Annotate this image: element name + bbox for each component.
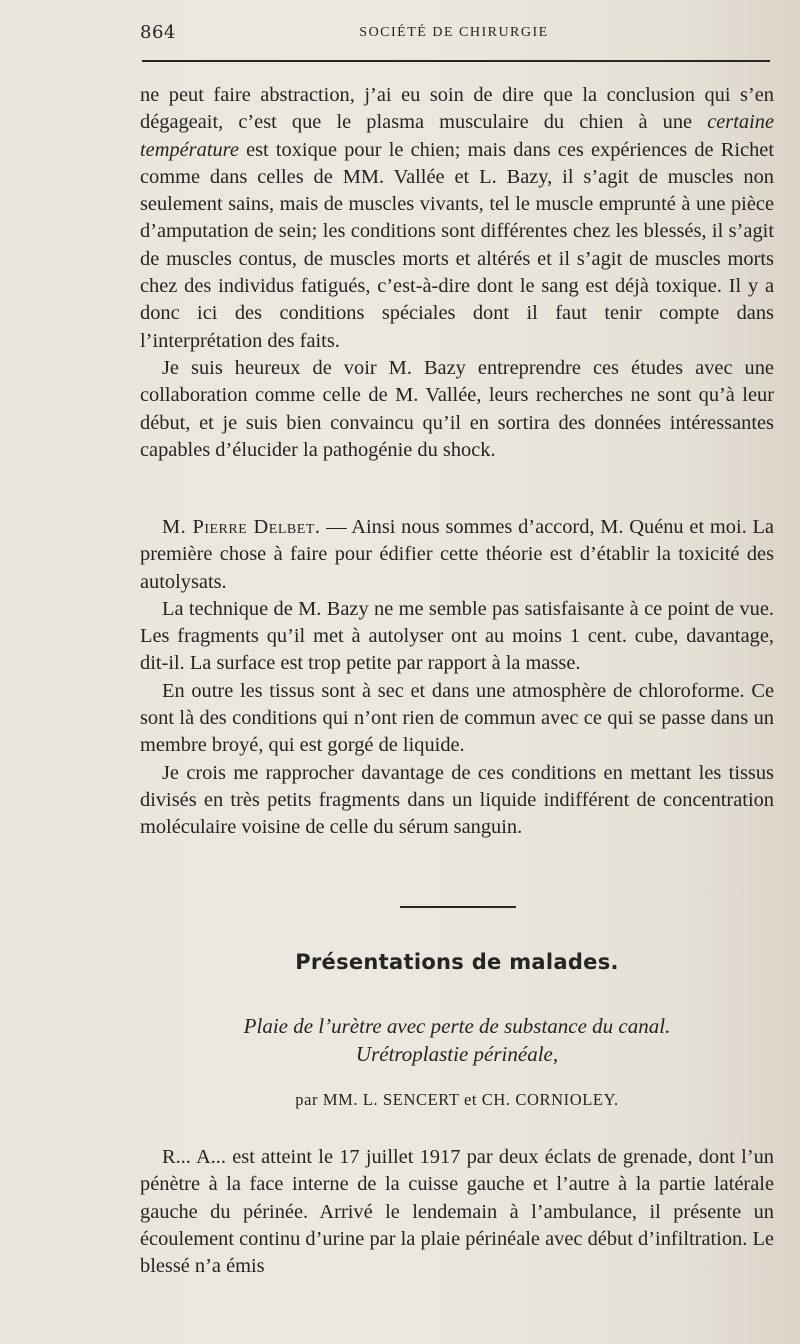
- running-head: SOCIÉTÉ DE CHIRURGIE: [359, 25, 549, 40]
- paragraph: [140, 82, 774, 355]
- paragraph: [140, 514, 774, 596]
- paragraph-text: est toxique pour le chien; mais dans ces expériences de Richet comme dans celles de MM. Vallée et L. Bazy, il s’agit de muscles non seulement sains, mais de muscles vivants, tel le muscle emprunté à une pièce d’amputation de sein; les conditions sont différentes chez les blessés, il s’agit de muscles contus, de muscles morts et altérés et il s’agit de muscles morts chez des individus fatigués, c’est-à-dire dont le sang est déjà toxique. Il y a donc ici des conditions spéciales dont il faut tenir compte dans l’interprétation des faits.: [140, 138, 774, 352]
- article-title-line: Plaie de l’urètre avec perte de substance du canal.: [243, 1014, 671, 1038]
- paragraph: En outre les tissus sont à sec et dans une atmosphère de chloroforme. Ce sont là des conditions qui n’ont rien de commun avec ce qui se passe dans un membre broyé, qui est gorgé de liquide.: [140, 679, 774, 757]
- text-block-case: [140, 1144, 774, 1280]
- speaker-name: M. Pierre Delbet.: [162, 516, 321, 538]
- article-title: [140, 1012, 774, 1068]
- page-header: [140, 22, 768, 44]
- article-authors: par MM. L. SENCERT et CH. CORNIOLEY.: [295, 1090, 619, 1109]
- paragraph: Je suis heureux de voir M. Bazy entreprendre ces études avec une collaboration comme celle de M. Vallée, leurs recherches ne sont qu’à leur début, et je suis bien convaincu qu’il en sortira des données intéressantes capables d’élucider la pathogénie du shock.: [140, 356, 774, 461]
- italic-phrase: certaine température: [140, 111, 774, 161]
- paragraph: La technique de M. Bazy ne me semble pas satisfaisante à ce point de vue. Les fragments qu’il met à autolyser ont au moins 1 cent. cube, davantage, dit-il. La surface est trop petite par rapport à la masse.: [140, 597, 774, 675]
- page-number: 864: [140, 22, 176, 43]
- paragraph-text: — Ainsi nous sommes d’accord, M. Quénu et moi. La première chose à faire pour édifier cette théorie est d’établir la toxicité des autolysats.: [140, 516, 774, 593]
- paragraph: Je crois me rapprocher davantage de ces conditions en mettant les tissus divisés en très petits fragments dans un liquide indifférent de concentration moléculaire voisine de celle du sérum sanguin.: [140, 761, 774, 839]
- section-title: Présentations de malades.: [295, 950, 619, 974]
- article-title-line: Urétroplastie périnéale,: [355, 1042, 559, 1066]
- section-separator: [400, 906, 516, 908]
- paragraph: R... A... est atteint le 17 juillet 1917 par deux éclats de grenade, dont l’un pénètre à la face interne de la cuisse gauche et l’autre à la partie latérale gauche du périnée. Arrivé le lendemain à l’ambulance, il présente un écoulement continu d’urine par la plaie périnéale avec début d’infiltration. Le blessé n’a émis: [140, 1146, 774, 1278]
- text-block-quenu: [140, 82, 774, 464]
- header-rule: [142, 60, 770, 62]
- text-block-delbet: [140, 514, 774, 842]
- paragraph-text: ne peut faire abstraction, j’ai eu soin de dire que la conclusion qui s’en dégageait, c’est que le plasma musculaire du chien à une: [140, 84, 774, 134]
